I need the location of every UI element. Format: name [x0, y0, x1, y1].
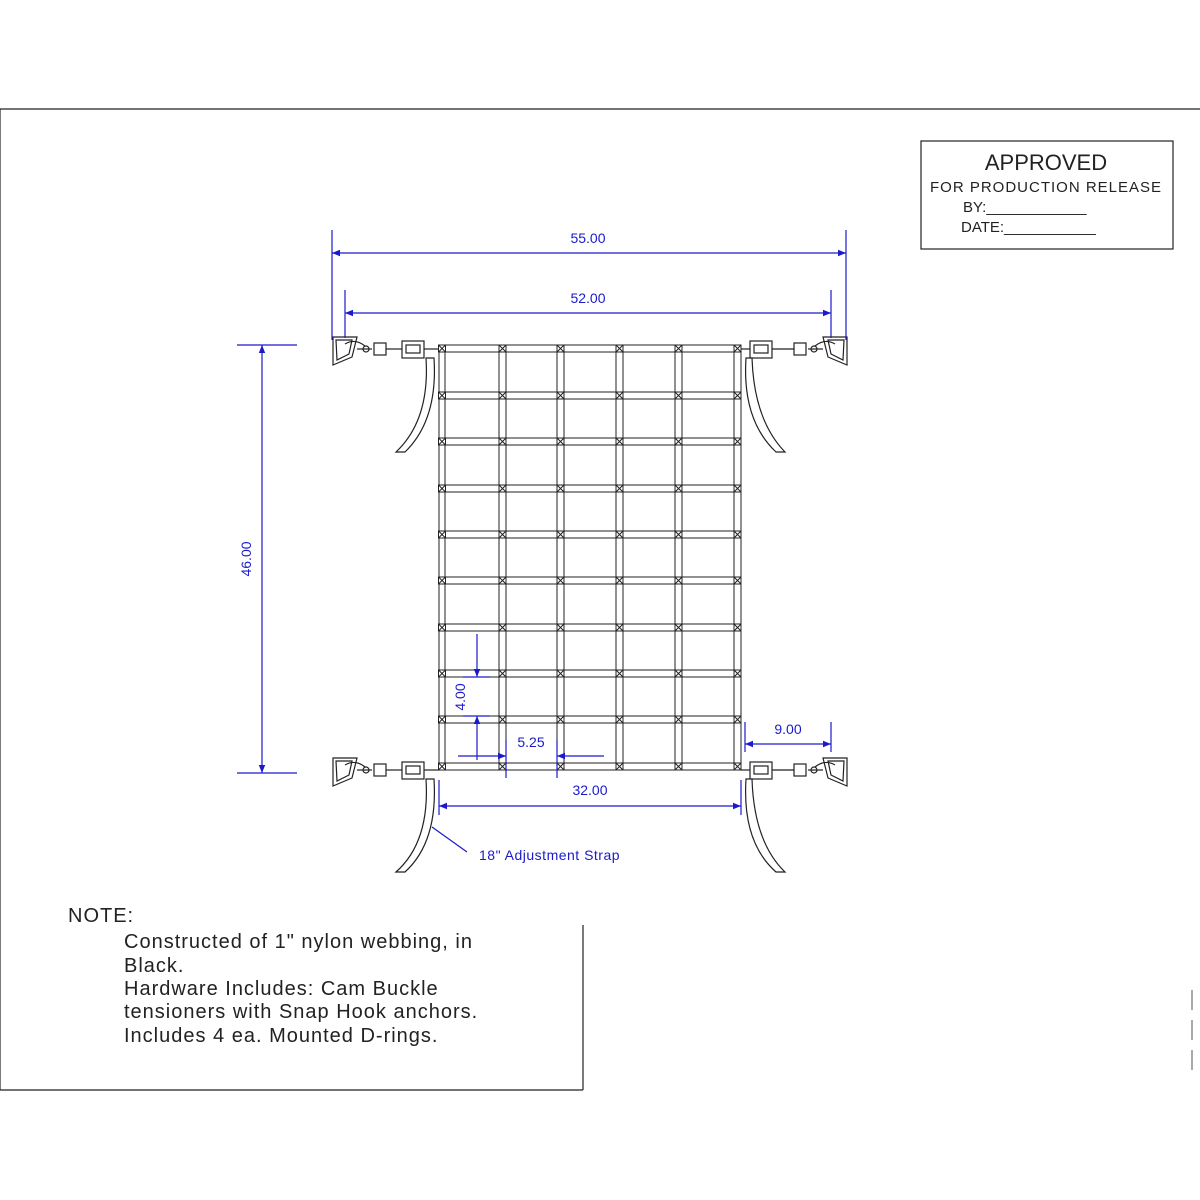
dimension-labels [238, 230, 802, 863]
approval-block [921, 141, 1173, 249]
approval-date-field: DATE:___________ [961, 219, 1096, 236]
dimension-lines [237, 230, 846, 852]
notes-block [68, 905, 478, 1047]
note-line-5: Includes 4 ea. Mounted D-rings. [124, 1025, 439, 1047]
height-label: 46.00 [238, 541, 254, 577]
overall-width-label: 55.00 [570, 230, 606, 246]
note-line-2: Black. [124, 955, 185, 977]
horizontal-webbing [439, 345, 741, 770]
stitch-boxes [439, 345, 742, 770]
hardware-bottom-left [333, 758, 439, 872]
approval-by-field: BY:____________ [963, 199, 1087, 216]
bottom-span-label: 32.00 [572, 782, 608, 798]
strap-span-label: 9.00 [774, 721, 802, 737]
net-width-label: 52.00 [570, 290, 606, 306]
approval-subtitle: FOR PRODUCTION RELEASE [929, 179, 1163, 196]
note-heading: NOTE: [68, 905, 135, 927]
note-line-3: Hardware Includes: Cam Buckle [124, 978, 439, 1000]
note-line-4: tensioners with Snap Hook anchors. [124, 1001, 479, 1023]
hardware-top-right [741, 337, 847, 452]
hardware-top-left [333, 337, 439, 452]
hardware-bottom-right [741, 758, 847, 872]
vertical-spacing-label: 4.00 [452, 683, 468, 711]
horizontal-spacing-label: 5.25 [517, 734, 545, 750]
approval-title: APPROVED [984, 150, 1108, 175]
cargo-net-grid [439, 345, 742, 770]
note-line-1: Constructed of 1" nylon webbing, in [124, 931, 473, 953]
adjustment-strap-callout: 18" Adjustment Strap [479, 847, 621, 863]
vertical-webbing [439, 347, 741, 770]
